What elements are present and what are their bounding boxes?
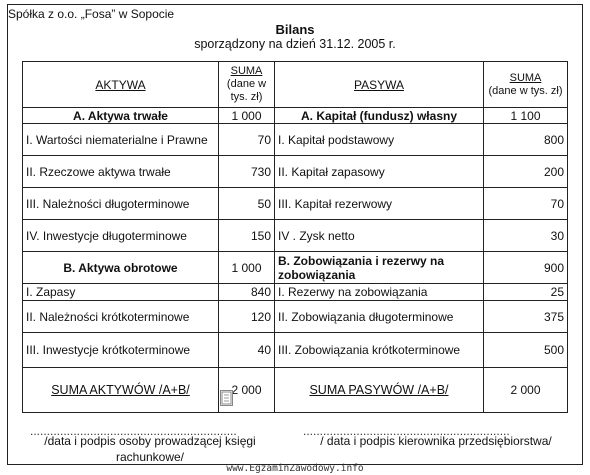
- pasywa-value: 30: [484, 220, 568, 252]
- aktywa-value: 70: [219, 124, 275, 156]
- pasywa-item-label: III. Zobowiązania krótkoterminowe: [275, 333, 484, 368]
- suma-pasywow-label: SUMA PASYWÓW /A+B/: [275, 368, 484, 413]
- table-row: [23, 220, 568, 252]
- table-row: [23, 333, 568, 368]
- suma-header-pasywa: SUMA (dane w tys. zł): [484, 62, 568, 108]
- pasywa-value: 800: [484, 124, 568, 156]
- aktywa-item-label: IV. Inwestycje długoterminowe: [23, 220, 219, 252]
- pasywa-value: 200: [484, 156, 568, 188]
- aktywa-item-label: II. Rzeczowe aktywa trwałe: [23, 156, 219, 188]
- signature-line-left: ..............................................................: [30, 424, 237, 438]
- table-header-row: [23, 62, 568, 108]
- pasywa-value: 900: [484, 252, 568, 284]
- table-row: [23, 108, 568, 124]
- signature-line-right: ..............................................................: [303, 424, 510, 438]
- table-row: [23, 156, 568, 188]
- document-subtitle: sporządzony na dzień 31.12. 2005 r.: [194, 37, 396, 51]
- aktywa-section-label: B. Aktywa obrotowe: [23, 252, 219, 284]
- aktywa-value: 50: [219, 188, 275, 220]
- aktywa-value: 40: [219, 333, 275, 368]
- pasywa-item-label: I. Kapitał podstawowy: [275, 124, 484, 156]
- scan-stamp-icon: [220, 390, 233, 406]
- pasywa-item-label: IV . Zysk netto: [275, 220, 484, 252]
- suma-header-aktywa: SUMA (dane w tys. zł): [219, 62, 275, 108]
- totals-row: [23, 368, 568, 413]
- aktywa-value: 120: [219, 301, 275, 333]
- balance-sheet-table: [22, 61, 568, 413]
- pasywa-section-label: B. Zobowiązania i rezerwy na zobowiązania: [275, 252, 484, 284]
- watermark: www.EgzaminZawodowy.info: [226, 463, 364, 474]
- pasywa-value: 70: [484, 188, 568, 220]
- aktywa-value: 150: [219, 220, 275, 252]
- aktywa-item-label: I. Zapasy: [23, 284, 219, 301]
- pasywa-item-label: I. Rezerwy na zobowiązania: [275, 284, 484, 301]
- table-row: [23, 252, 568, 284]
- aktywa-section-label: A. Aktywa trwałe: [23, 108, 219, 124]
- pasywa-section-label: A. Kapitał (fundusz) własny: [275, 108, 484, 124]
- pasywa-item-label: III. Kapitał rezerwowy: [275, 188, 484, 220]
- signature-caption-right: / data i podpis kierownika przedsiębiorstwa/: [320, 434, 552, 448]
- table-row: [23, 124, 568, 156]
- aktywa-value: 730: [219, 156, 275, 188]
- pasywa-value: 1 100: [484, 108, 568, 124]
- aktywa-value: 1 000: [219, 108, 275, 124]
- signature-caption-left: /data i podpis osoby prowadzącej księgi rachunkowe/: [44, 434, 256, 464]
- document-title: Bilans: [275, 22, 315, 37]
- table-row: [23, 284, 568, 301]
- pasywa-header: PASYWA: [275, 62, 484, 108]
- suma-aktywow-value: 2 000: [219, 368, 275, 413]
- suma-pasywow-value: 2 000: [484, 368, 568, 413]
- aktywa-value: 840: [219, 284, 275, 301]
- aktywa-value: 1 000: [219, 252, 275, 284]
- aktywa-item-label: III. Inwestycje krótkoterminowe: [23, 333, 219, 368]
- aktywa-header: AKTYWA: [23, 62, 219, 108]
- pasywa-item-label: II. Kapitał zapasowy: [275, 156, 484, 188]
- suma-aktywow-label: SUMA AKTYWÓW /A+B/: [23, 368, 219, 413]
- aktywa-item-label: II. Należności krótkoterminowe: [23, 301, 219, 333]
- pasywa-value: 375: [484, 301, 568, 333]
- aktywa-item-label: I. Wartości niematerialne i Prawne: [23, 124, 219, 156]
- aktywa-item-label: III. Należności długoterminowe: [23, 188, 219, 220]
- company-name: Spółka z o.o. „Fosa” w Sopocie: [8, 7, 175, 21]
- table-row: [23, 301, 568, 333]
- pasywa-value: 500: [484, 333, 568, 368]
- pasywa-value: 25: [484, 284, 568, 301]
- pasywa-item-label: II. Zobowiązania długoterminowe: [275, 301, 484, 333]
- table-row: [23, 188, 568, 220]
